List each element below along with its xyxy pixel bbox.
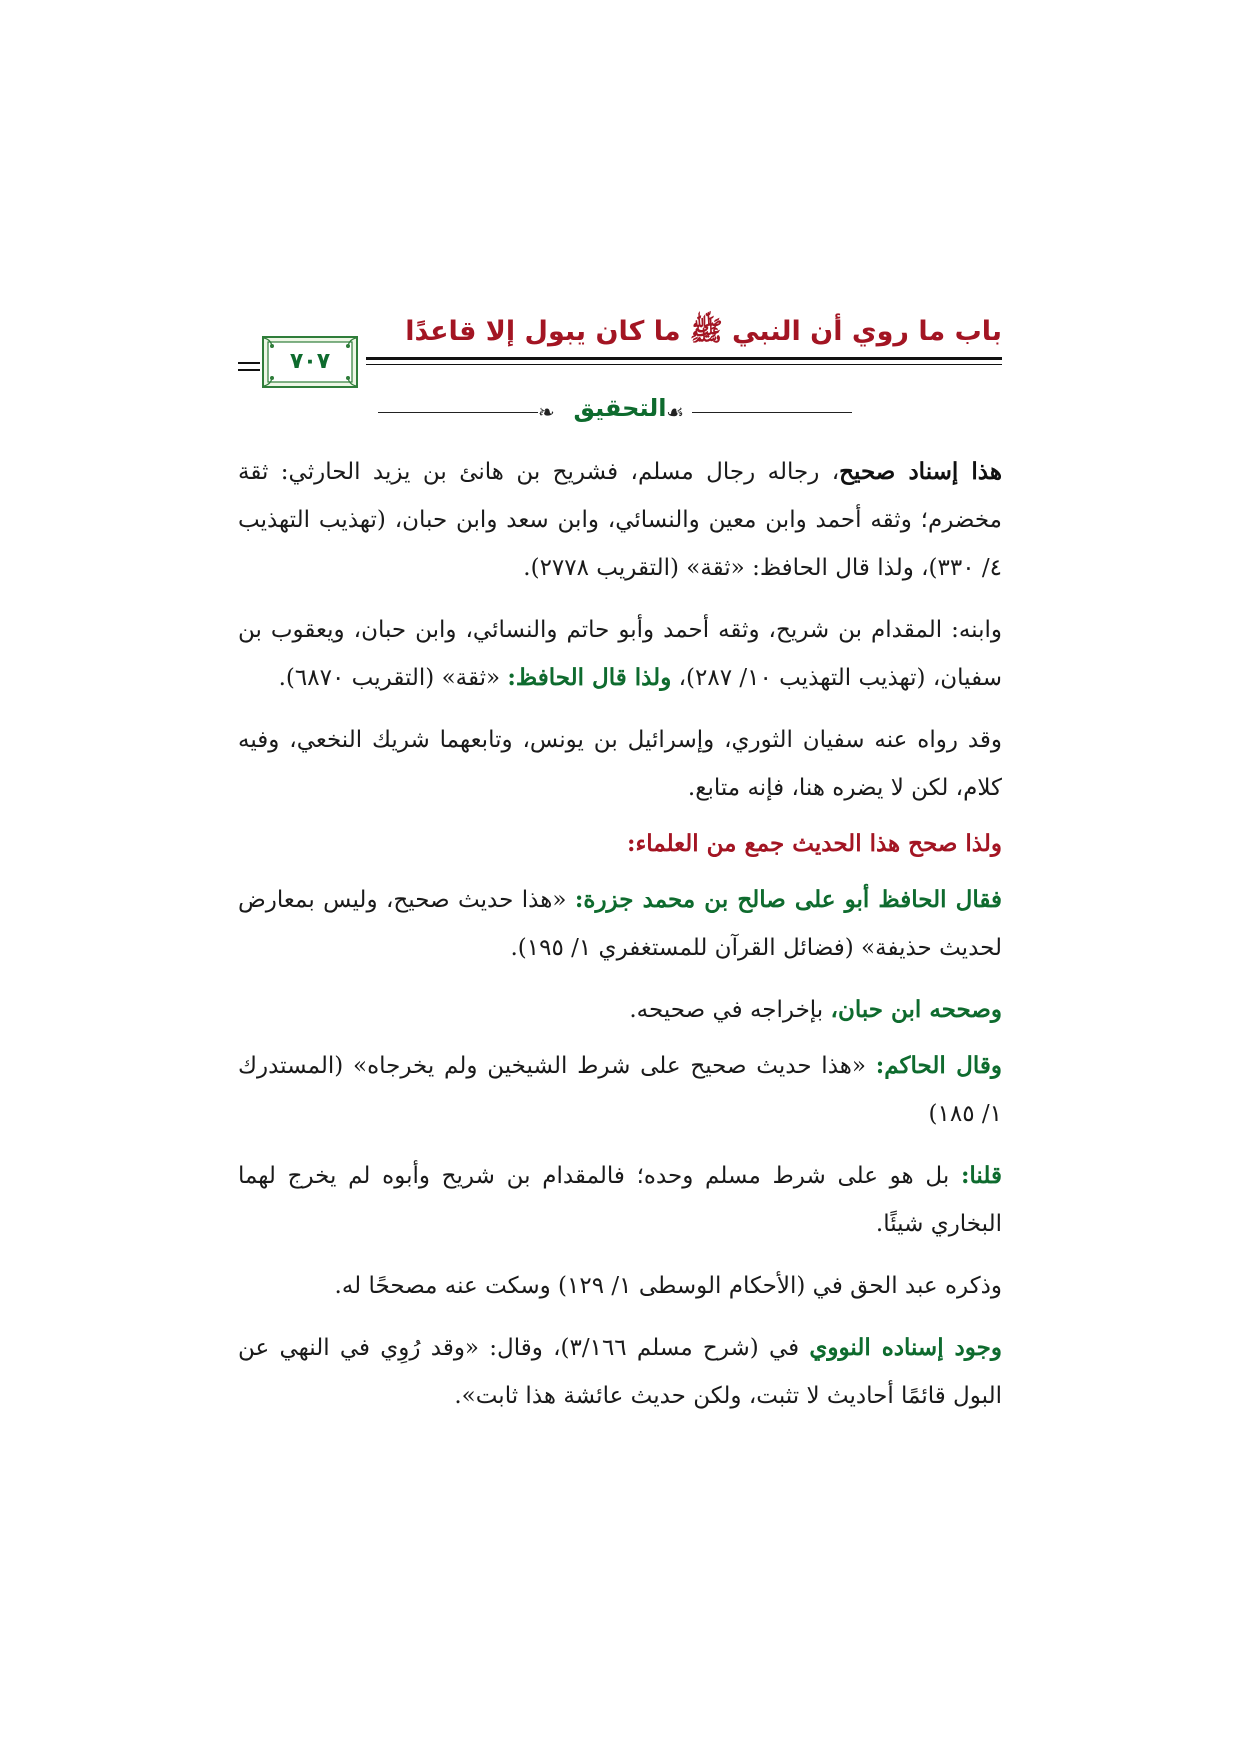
paragraph-text: ، رجاله رجال مسلم، فشريح بن هانئ بن يزيد الحارثي: ثقة مخضرم؛ وثقه أحمد وابن معين والنسائي، وابن سعد وابن حبان، (تهذيب التهذيب ٤/ ٣٣٠)، ولذا قال الحافظ: «ثقة» (التقريب ٢٧٧٨).: [238, 459, 1002, 581]
paragraph-lead: فقال الحافظ أبو على صالح بن محمد جزرة:: [574, 886, 1002, 913]
header-rule: [366, 357, 1002, 360]
paragraph-lead: وقال الحاكم:: [875, 1052, 1002, 1079]
paragraph: [238, 1042, 1002, 1138]
paragraph-text: في (شرح مسلم ٣/١٦٦)، وقال: «وقد رُوِي في النهي عن البول قائمًا أحاديث لا تثبت، ولكن حديث عائشة هذا ثابت».: [238, 1335, 1002, 1409]
ornament-icon: ☙: [666, 400, 684, 424]
body-text: [238, 448, 1002, 1434]
paragraph: [238, 876, 1002, 972]
paragraph-text: «ثقة» (التقريب ٦٨٧٠).: [278, 665, 508, 691]
paragraph-text: «هذا حديث صحيح، وليس بمعارض لحديث حذيفة» (فضائل القرآن للمستغفري ١/ ١٩٥).: [238, 887, 1002, 961]
paragraph-lead: هذا إسناد صحيح: [839, 458, 1003, 485]
section-heading: [238, 392, 1002, 432]
section-title: التحقيق: [573, 394, 667, 422]
paragraph: [238, 1152, 1002, 1248]
paragraph-text: بل هو على شرط مسلم وحده؛ فالمقدام بن شريح وأبوه لم يخرج لهما البخاري شيئًا.: [238, 1163, 1002, 1237]
paragraph-text: «هذا حديث صحيح على شرط الشيخين ولم يخرجاه» (المستدرك ١/ ١٨٥): [238, 1053, 1002, 1127]
subheading: [238, 820, 1002, 868]
ornament-icon: ❧: [538, 400, 555, 424]
paragraph: [238, 716, 1002, 812]
paragraph-text: وقد رواه عنه سفيان الثوري، وإسرائيل بن يونس، وتابعهما شريك النخعي، وفيه كلام، لكن لا يضره هنا، فإنه متابع.: [238, 727, 1002, 801]
paragraph-lead: قلنا:: [960, 1162, 1002, 1189]
header-rule: [238, 369, 260, 371]
paragraph-text: وذكره عبد الحق في (الأحكام الوسطى ١/ ١٢٩) وسكت عنه مصححًا له.: [334, 1273, 1002, 1299]
paragraph-text: بإخراجه في صحيحه.: [629, 997, 831, 1023]
subheading-text: ولذا صحح هذا الحديث جمع من العلماء:: [626, 830, 1002, 857]
chapter-title: باب ما روي أن النبي ﷺ ما كان يبول إلا قاعدًا: [405, 316, 1002, 347]
paragraph: [238, 448, 1002, 592]
paragraph: [238, 606, 1002, 702]
paragraph-text: وابنه: المقدام بن شريح، وثقه أحمد وأبو حاتم والنسائي، وابن حبان، ويعقوب بن سفيان، (تهذيب التهذيب ١٠/ ٢٨٧)،: [238, 617, 1002, 691]
paragraph-lead: ولذا قال الحافظ:: [507, 664, 672, 691]
header-rule: [238, 362, 260, 364]
paragraph-lead: وصححه ابن حبان،: [830, 996, 1002, 1023]
paragraph: [238, 986, 1002, 1034]
page-number: ٧٠٧: [289, 349, 331, 374]
paragraph-lead: وجود إسناده النووي: [809, 1334, 1002, 1361]
header-rule: [366, 364, 1002, 365]
paragraph: [238, 1324, 1002, 1420]
paragraph: [238, 1262, 1002, 1310]
